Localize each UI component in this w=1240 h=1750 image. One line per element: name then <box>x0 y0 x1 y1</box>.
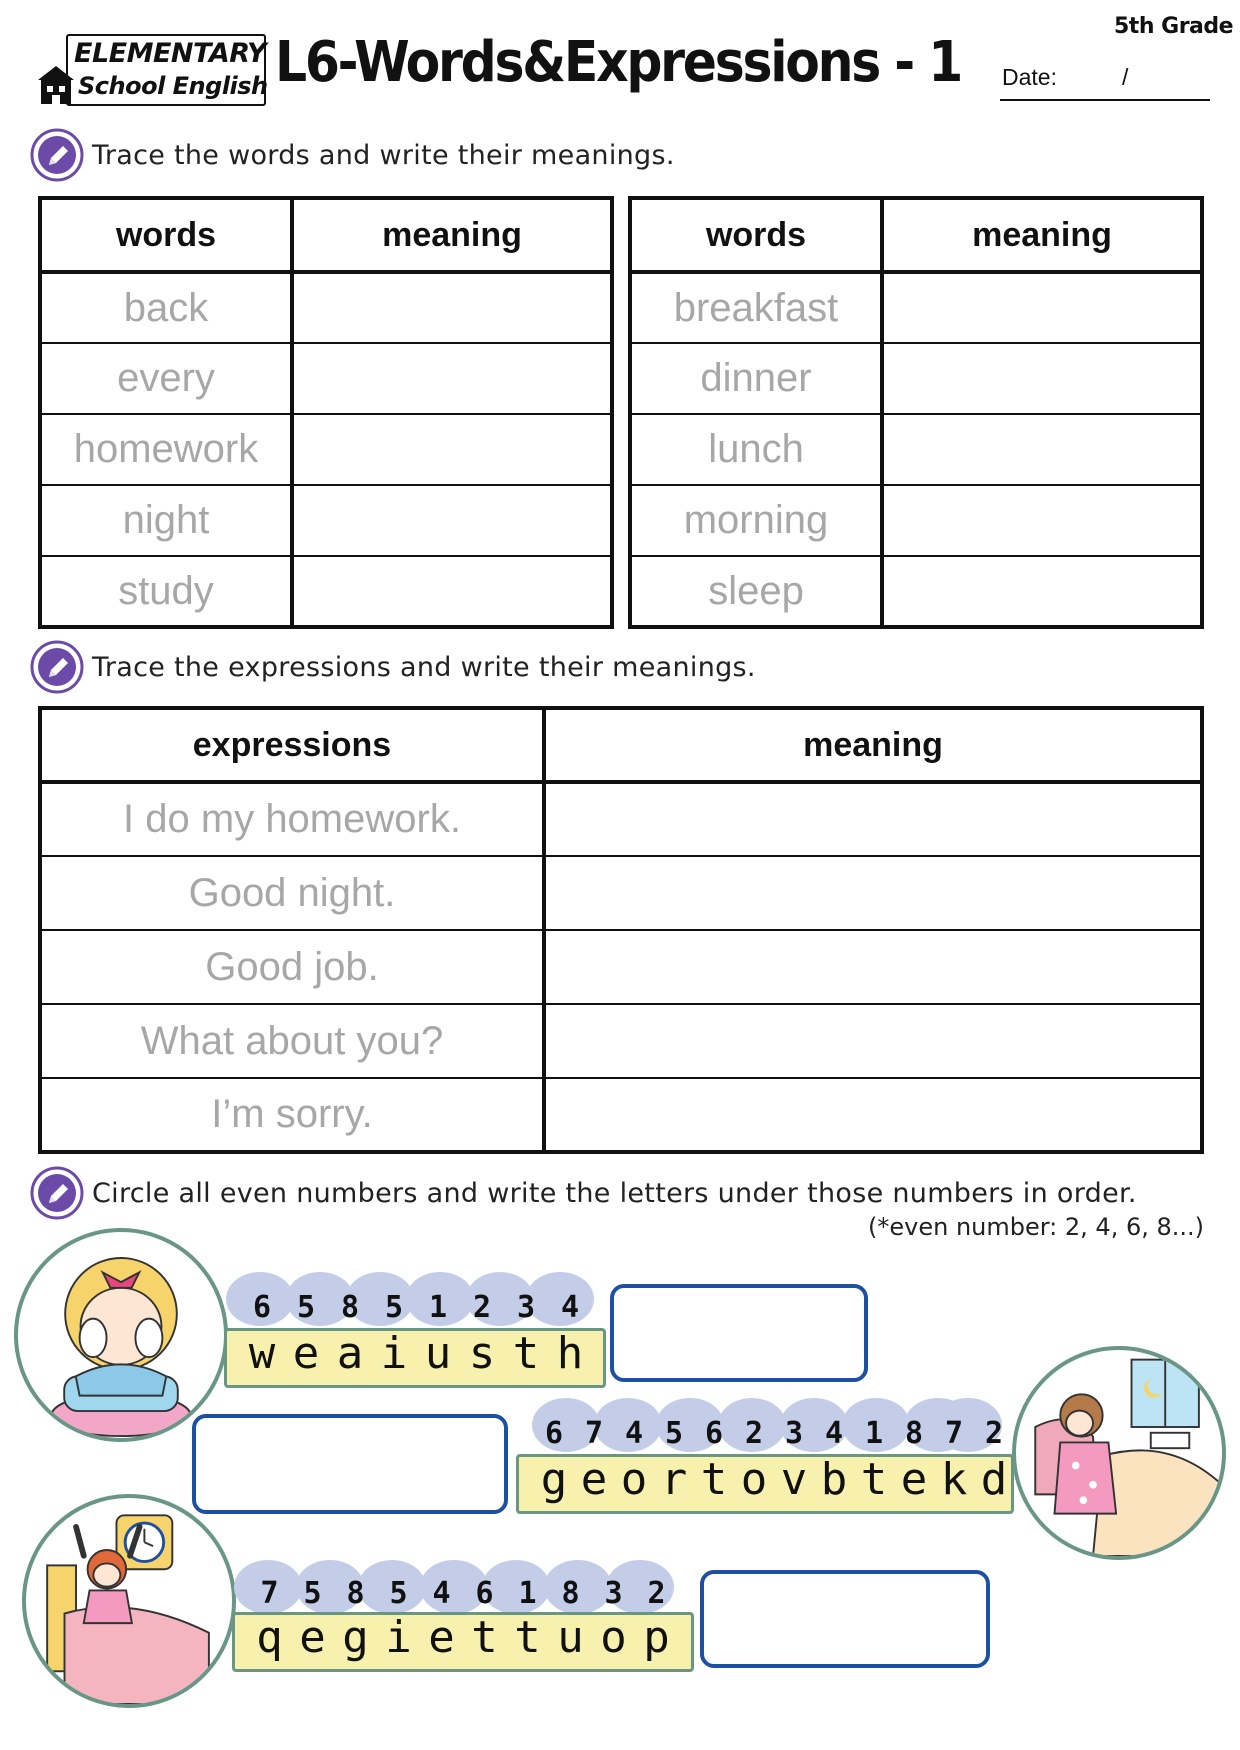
col-header-meaning: meaning <box>882 198 1202 272</box>
number-cell[interactable]: 1 <box>864 1416 884 1451</box>
number-cell[interactable]: 4 <box>432 1576 451 1611</box>
number-cell[interactable]: 6 <box>252 1290 272 1325</box>
number-cell[interactable]: 5 <box>384 1290 404 1325</box>
trace-word: back <box>40 272 292 343</box>
number-cell[interactable]: 2 <box>472 1290 492 1325</box>
number-cell[interactable]: 3 <box>784 1416 804 1451</box>
letter-cell: t <box>514 1612 541 1663</box>
number-cell[interactable]: 2 <box>744 1416 764 1451</box>
number-row <box>248 1576 678 1611</box>
table-row <box>40 856 1202 930</box>
table-row <box>40 1078 1202 1152</box>
words-table-right <box>628 196 1204 629</box>
col-header-words: words <box>630 198 882 272</box>
table-row <box>40 782 1202 856</box>
letter-cell: e <box>428 1612 455 1663</box>
number-cell[interactable]: 8 <box>346 1576 365 1611</box>
letter-cell: t <box>512 1328 540 1379</box>
letter-cell: u <box>424 1328 452 1379</box>
number-cell[interactable]: 5 <box>303 1576 322 1611</box>
table-row <box>630 343 1202 414</box>
meaning-cell[interactable] <box>292 343 612 414</box>
letter-cell: e <box>900 1454 928 1505</box>
trace-word: sleep <box>630 556 882 627</box>
number-cell[interactable]: 1 <box>518 1576 537 1611</box>
meaning-cell[interactable] <box>882 343 1202 414</box>
meaning-cell[interactable] <box>544 930 1202 1004</box>
number-cell[interactable]: 4 <box>824 1416 844 1451</box>
trace-word: homework <box>40 414 292 485</box>
col-header-expressions: expressions <box>40 708 544 782</box>
table-row <box>40 1004 1202 1078</box>
number-cell[interactable]: 2 <box>984 1416 1004 1451</box>
letter-cell: h <box>556 1328 584 1379</box>
letter-cell: o <box>740 1454 768 1505</box>
letter-row <box>248 1612 678 1663</box>
pencil-badge-icon <box>30 128 84 182</box>
table-row <box>40 556 612 627</box>
meaning-cell[interactable] <box>882 272 1202 343</box>
meaning-cell[interactable] <box>544 1004 1202 1078</box>
letter-cell: r <box>660 1454 688 1505</box>
letter-cell: g <box>342 1612 369 1663</box>
letter-cell: e <box>292 1328 320 1379</box>
letter-cell: k <box>940 1454 968 1505</box>
number-cell[interactable]: 8 <box>561 1576 580 1611</box>
meaning-cell[interactable] <box>292 556 612 627</box>
letter-cell: w <box>248 1328 276 1379</box>
logo <box>36 34 266 106</box>
number-cell[interactable]: 5 <box>664 1416 684 1451</box>
number-cell[interactable]: 6 <box>544 1416 564 1451</box>
letter-cell: t <box>700 1454 728 1505</box>
meaning-cell[interactable] <box>292 485 612 556</box>
col-header-words: words <box>40 198 292 272</box>
meaning-cell[interactable] <box>292 272 612 343</box>
number-row <box>240 1290 592 1325</box>
letter-cell: u <box>557 1612 584 1663</box>
answer-box-2[interactable] <box>192 1414 508 1514</box>
girl-washing-face-picture <box>14 1228 228 1442</box>
meaning-cell[interactable] <box>882 485 1202 556</box>
letter-cell: o <box>620 1454 648 1505</box>
trace-expression: I’m sorry. <box>40 1078 544 1152</box>
number-row <box>534 1416 1014 1451</box>
trace-word: every <box>40 343 292 414</box>
number-cell[interactable]: 7 <box>944 1416 964 1451</box>
trace-expression: Good job. <box>40 930 544 1004</box>
letter-cell: p <box>643 1612 670 1663</box>
table-row <box>630 556 1202 627</box>
number-cell[interactable]: 4 <box>560 1290 580 1325</box>
page-title: L6-Words&Expressions - 1 <box>275 30 962 95</box>
date-label: Date: <box>1002 64 1057 90</box>
letter-cell: e <box>299 1612 326 1663</box>
letter-cell: i <box>380 1328 408 1379</box>
letter-cell: t <box>471 1612 498 1663</box>
meaning-cell[interactable] <box>544 856 1202 930</box>
number-cell[interactable]: 3 <box>516 1290 536 1325</box>
date-field-line[interactable] <box>1000 99 1210 101</box>
words-table-left <box>38 196 614 629</box>
number-cell[interactable]: 7 <box>584 1416 604 1451</box>
expressions-table <box>38 706 1204 1154</box>
trace-expression: Good night. <box>40 856 544 930</box>
number-cell[interactable]: 5 <box>296 1290 316 1325</box>
meaning-cell[interactable] <box>882 414 1202 485</box>
trace-word: lunch <box>630 414 882 485</box>
table-row <box>40 414 612 485</box>
trace-word: morning <box>630 485 882 556</box>
letter-cell: i <box>385 1612 412 1663</box>
instruction-2-text: Trace the expressions and write their meanings. <box>92 652 756 683</box>
logo-line-1: ELEMENTARY <box>74 38 267 69</box>
trace-expression: What about you? <box>40 1004 544 1078</box>
letter-cell: b <box>820 1454 848 1505</box>
pencil-badge-icon <box>30 1166 84 1220</box>
number-cell[interactable]: 8 <box>340 1290 360 1325</box>
date-slash: / <box>1122 64 1129 90</box>
letter-cell: g <box>540 1454 568 1505</box>
letter-cell: d <box>980 1454 1008 1505</box>
table-row <box>630 485 1202 556</box>
col-header-meaning: meaning <box>292 198 612 272</box>
table-row <box>40 272 612 343</box>
girl-waking-up-picture <box>22 1494 236 1708</box>
number-cell[interactable]: 4 <box>624 1416 644 1451</box>
instruction-1-text: Trace the words and write their meanings. <box>92 140 675 171</box>
instruction-3-text: Circle all even numbers and write the letters under those numbers in order. <box>92 1178 1137 1209</box>
letter-row <box>534 1454 1014 1505</box>
number-cell[interactable]: 6 <box>704 1416 724 1451</box>
table-row <box>630 414 1202 485</box>
trace-expression: I do my homework. <box>40 782 544 856</box>
letter-cell: e <box>580 1454 608 1505</box>
number-cell[interactable]: 5 <box>389 1576 408 1611</box>
number-cell[interactable]: 3 <box>604 1576 623 1611</box>
girl-going-to-bed-picture <box>1012 1346 1226 1560</box>
col-header-meaning: meaning <box>544 708 1202 782</box>
letter-cell: a <box>336 1328 364 1379</box>
table-row <box>40 930 1202 1004</box>
grade-label: 5th Grade <box>1114 14 1234 39</box>
table-row <box>40 343 612 414</box>
meaning-cell[interactable] <box>882 556 1202 627</box>
trace-word: night <box>40 485 292 556</box>
letter-row <box>240 1328 592 1379</box>
answer-box-1[interactable] <box>610 1284 868 1382</box>
table-row <box>630 272 1202 343</box>
meaning-cell[interactable] <box>292 414 612 485</box>
trace-word: dinner <box>630 343 882 414</box>
number-cell[interactable]: 8 <box>904 1416 924 1451</box>
trace-word: study <box>40 556 292 627</box>
letter-cell: s <box>468 1328 496 1379</box>
number-cell[interactable]: 1 <box>428 1290 448 1325</box>
meaning-cell[interactable] <box>544 782 1202 856</box>
pencil-badge-icon <box>30 640 84 694</box>
letter-cell: t <box>860 1454 888 1505</box>
table-row <box>40 485 612 556</box>
letter-cell: q <box>256 1612 283 1663</box>
letter-cell: o <box>600 1612 627 1663</box>
number-cell[interactable]: 7 <box>260 1576 279 1611</box>
letter-cell: v <box>780 1454 808 1505</box>
meaning-cell[interactable] <box>544 1078 1202 1152</box>
number-cell[interactable]: 6 <box>475 1576 494 1611</box>
trace-word: breakfast <box>630 272 882 343</box>
logo-line-2: School English <box>78 72 268 100</box>
even-number-hint: (*even number: 2, 4, 6, 8...) <box>868 1213 1204 1241</box>
answer-box-3[interactable] <box>700 1570 990 1668</box>
number-cell[interactable]: 2 <box>647 1576 666 1611</box>
